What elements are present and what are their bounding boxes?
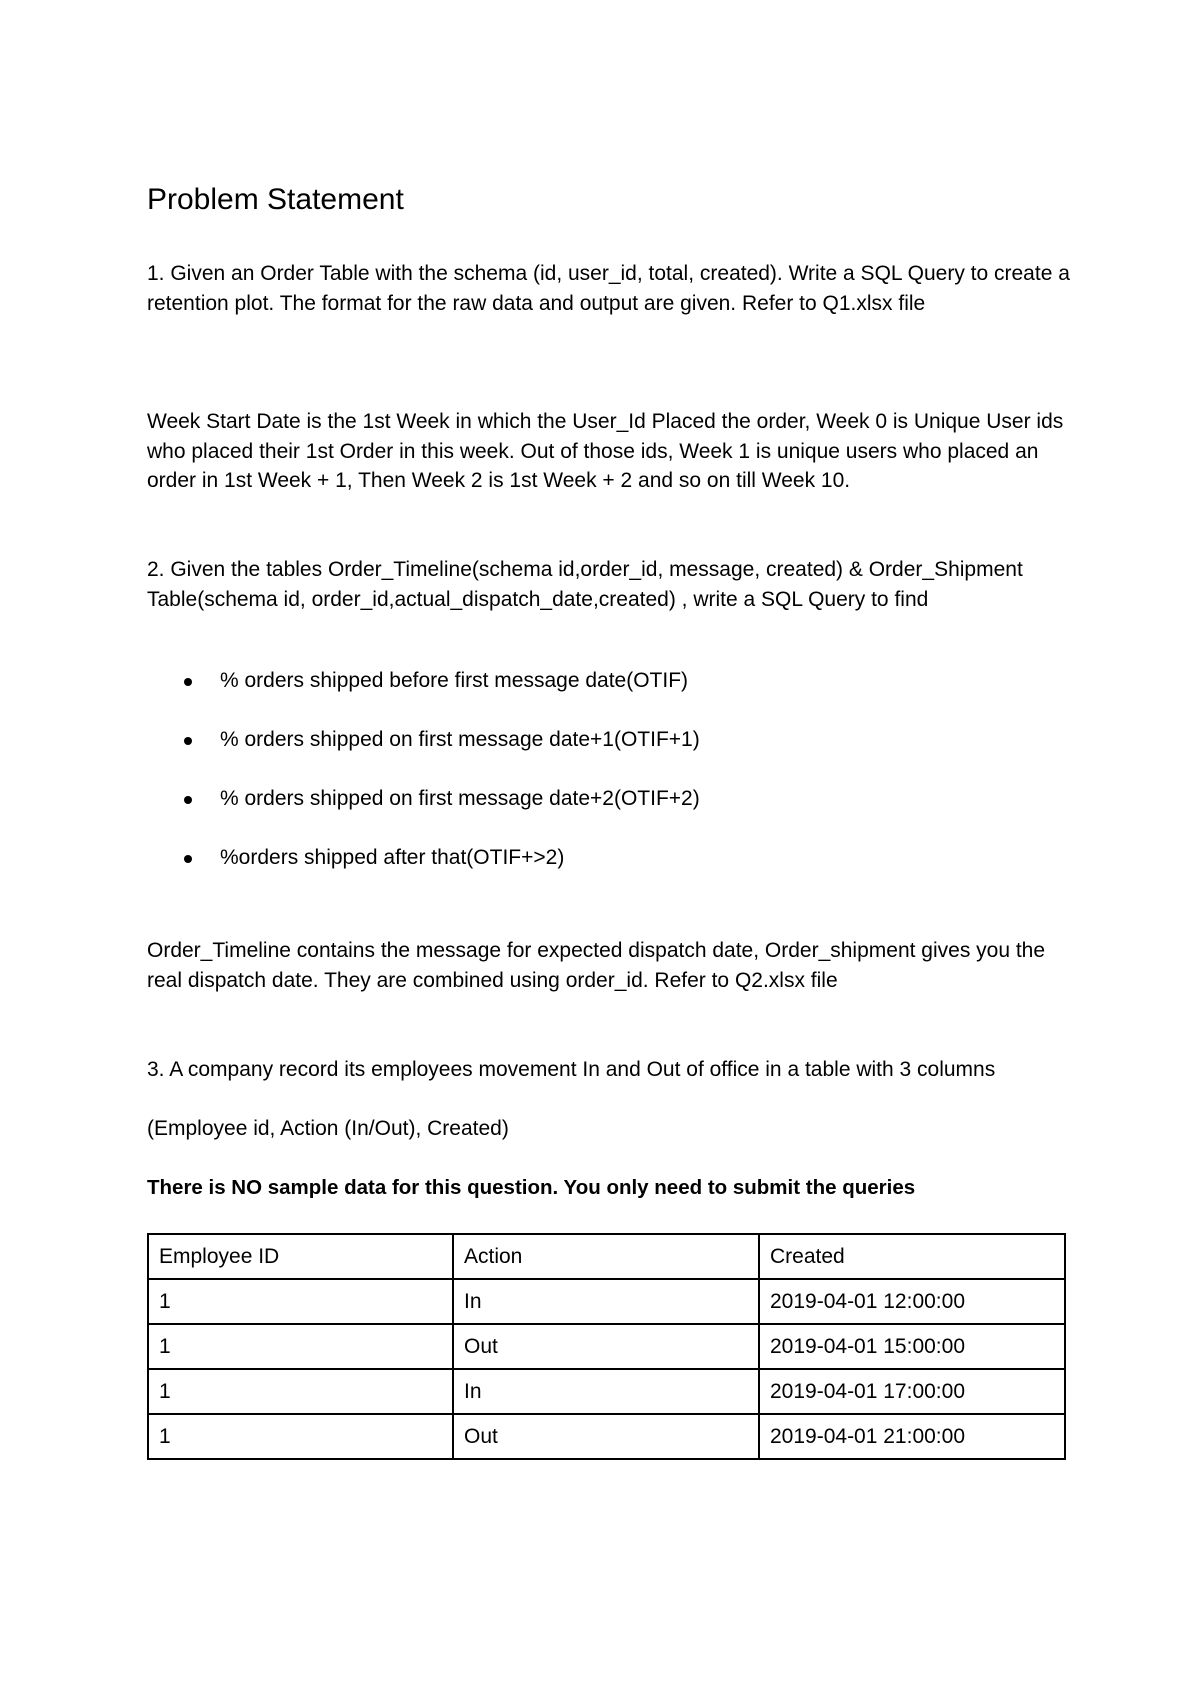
question-1-text: 1. Given an Order Table with the schema (id, user_id, total, created). Write a SQL Query to create a retention plot. The format for the raw data and output are given. Refer to Q1.xlsx file [147,262,1070,315]
bullet-text: % orders shipped before first message date(OTIF) [220,669,689,692]
table-cell: 1 [148,1324,453,1369]
table-header-row [148,1234,1065,1279]
bullet-icon [184,737,192,745]
table-row [148,1369,1065,1414]
question-2-bullet-list [147,666,1047,902]
page-title: Problem Statement [147,183,404,216]
table-header-cell: Employee ID [148,1234,453,1279]
bullet-text: %orders shipped after that(OTIF+>2) [220,846,565,869]
question-3-text: 3. A company record its employees movement In and Out of office in a table with 3 columns [147,1058,996,1081]
list-item [147,666,1047,725]
question-2-text: 2. Given the tables Order_Timeline(schema id,order_id, message, created) & Order_Shipment Table(schema id, order_id,actual_dispatch_date,created) , write a SQL Query to find [147,558,1023,611]
bullet-text: % orders shipped on first message date+1(OTIF+1) [220,728,700,751]
table-cell: In [453,1369,759,1414]
question-2-note: Order_Timeline contains the message for expected dispatch date, Order_shipment gives you the real dispatch date. They are combined using order_id. Refer to Q2.xlsx file [147,939,1046,992]
table-cell: Out [453,1414,759,1459]
bullet-icon [184,796,192,804]
table-cell: 1 [148,1279,453,1324]
table-header-cell: Action [453,1234,759,1279]
question-3-columns-line: (Employee id, Action (In/Out), Created) [147,1117,509,1140]
bullet-icon [184,678,192,686]
bullet-text: % orders shipped on first message date+2(OTIF+2) [220,787,700,810]
table-row [148,1279,1065,1324]
question-3-bold-note: There is NO sample data for this question. You only need to submit the queries [147,1176,916,1199]
bullet-icon [184,855,192,863]
table-cell: 2019-04-01 17:00:00 [759,1369,1065,1414]
employee-movement-table [147,1233,1066,1460]
table-cell: 2019-04-01 15:00:00 [759,1324,1065,1369]
question-1-note: Week Start Date is the 1st Week in which the User_Id Placed the order, Week 0 is Unique User ids who placed their 1st Order in this week. Out of those ids, Week 1 is unique users who placed an order in 1st Week + 1, Then Week 2 is 1st Week + 2 and so on till Week 10. [147,410,1064,492]
table-cell: Out [453,1324,759,1369]
list-item [147,784,1047,843]
table-header-cell: Created [759,1234,1065,1279]
table-cell: 2019-04-01 21:00:00 [759,1414,1065,1459]
table-cell: 1 [148,1369,453,1414]
table-row [148,1324,1065,1369]
list-item [147,843,1047,902]
table-cell: 1 [148,1414,453,1459]
table-cell: 2019-04-01 12:00:00 [759,1279,1065,1324]
list-item [147,725,1047,784]
table-row [148,1414,1065,1459]
table-cell: In [453,1279,759,1324]
